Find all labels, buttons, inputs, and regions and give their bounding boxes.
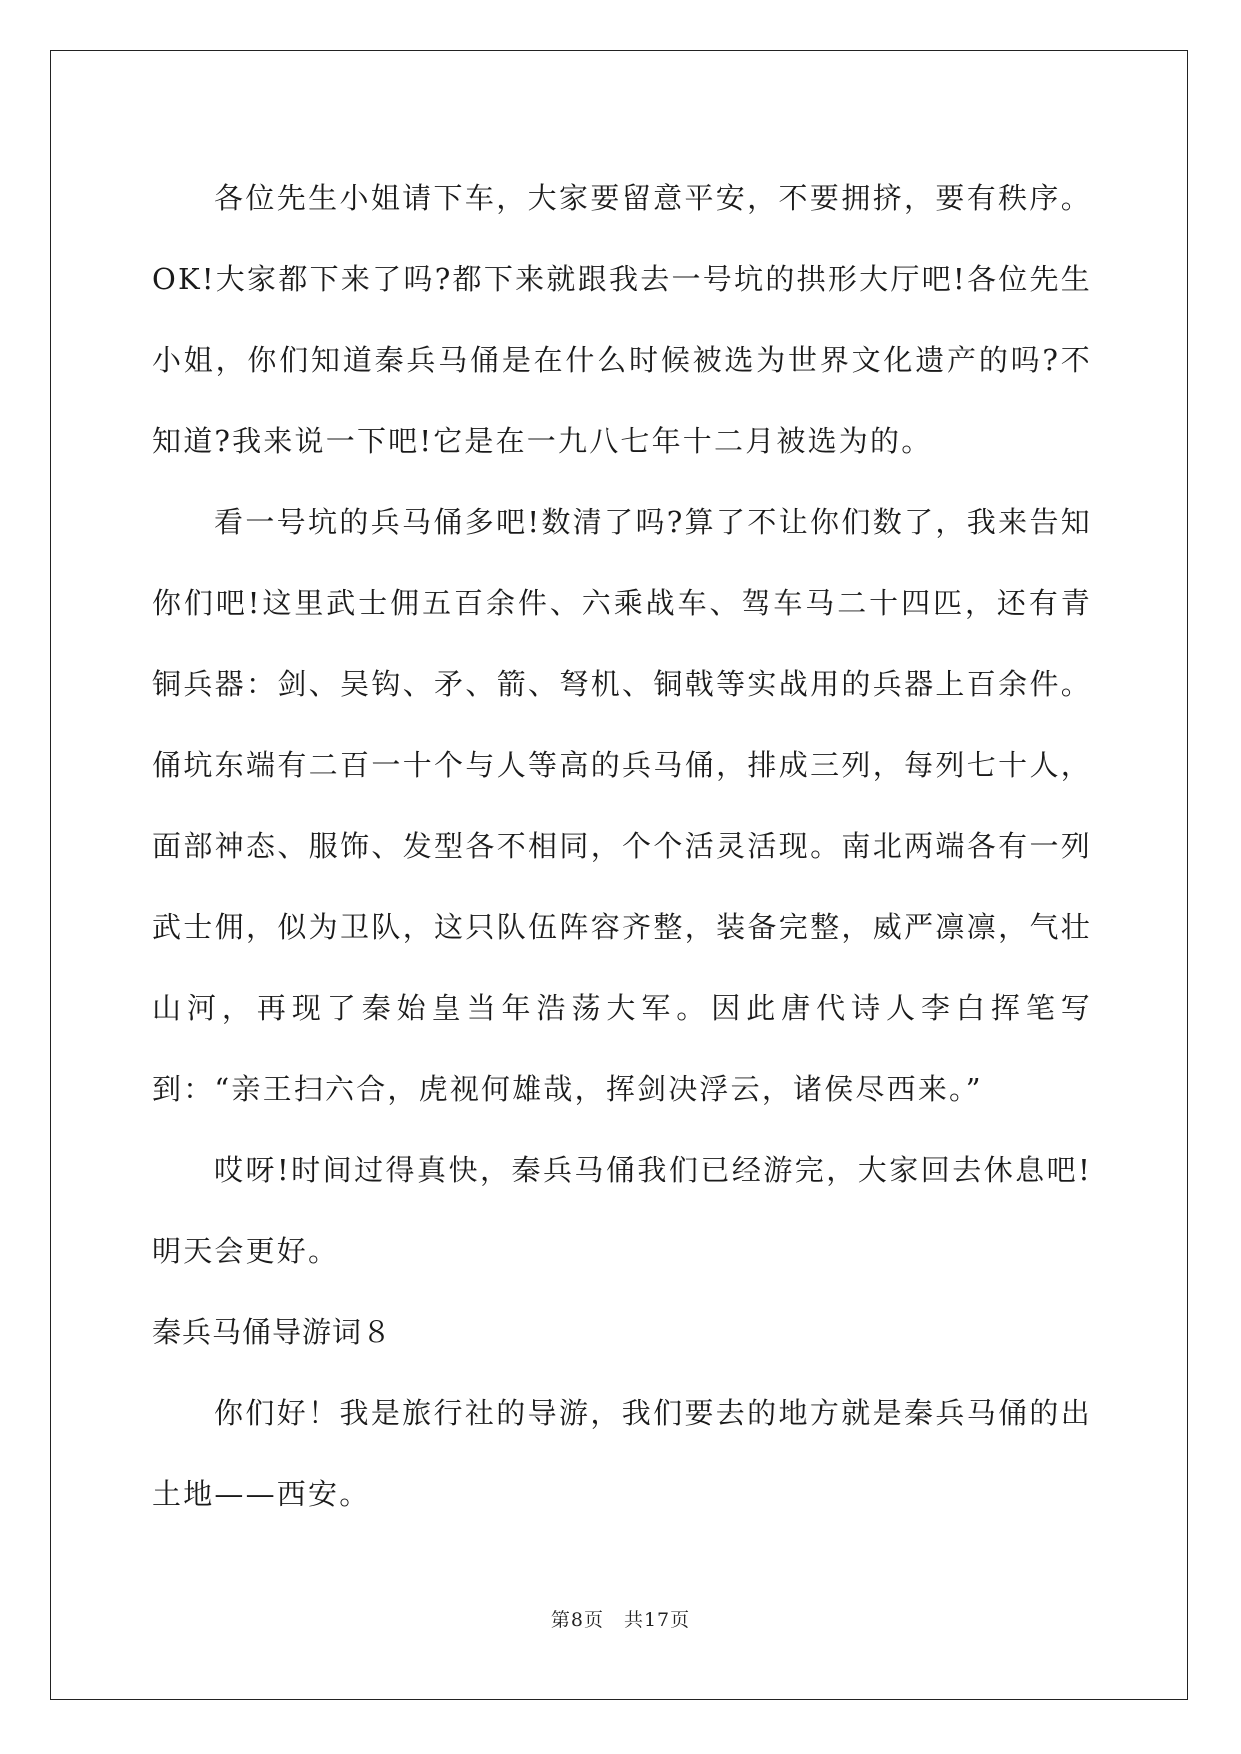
page-footer <box>0 1605 1241 1632</box>
document-body <box>152 158 1092 1535</box>
paragraph-farewell: 哎呀!时间过得真快，秦兵马俑我们已经游完，大家回去休息吧!明天会更好。 <box>152 1153 1092 1268</box>
paragraph-arrival: 各位先生小姐请下车，大家要留意平安，不要拥挤，要有秩序。OK!大家都下来了吗?都下来就跟我去一号坑的拱形大厅吧!各位先生小姐，你们知道秦兵马俑是在什么时候被选为世界文化遗产的吗?不知道?我来说一下吧!它是在一九八七年十二月被选为的。 <box>152 181 1092 458</box>
section-title: 秦兵马俑导游词８ <box>152 1315 393 1349</box>
page-total: 共17页 <box>623 1609 691 1631</box>
paragraph-pit-one: 看一号坑的兵马俑多吧!数清了吗?算了不让你们数了，我来告知你们吧!这里武士佣五百余件、六乘战车、驾车马二十四匹，还有青铜兵器：剑、吴钩、矛、箭、弩机、铜戟等实战用的兵器上百余件。俑坑东端有二百一十个与人等高的兵马俑，排成三列，每列七十人，面部神态、服饰、发型各不相同，个个活灵活现。南北两端各有一列武士佣，似为卫队，这只队伍阵容齐整，装备完整，威严凛凛，气壮山河，再现了秦始皇当年浩荡大军。因此唐代诗人李白挥笔写到：“亲王扫六合，虎视何雄哉，挥剑决浮云，诸侯尽西来。” <box>152 505 1092 1106</box>
page-number: 第8页 <box>550 1609 604 1631</box>
paragraph-greeting: 你们好！我是旅行社的导游，我们要去的地方就是秦兵马俑的出土地——西安。 <box>152 1396 1092 1511</box>
